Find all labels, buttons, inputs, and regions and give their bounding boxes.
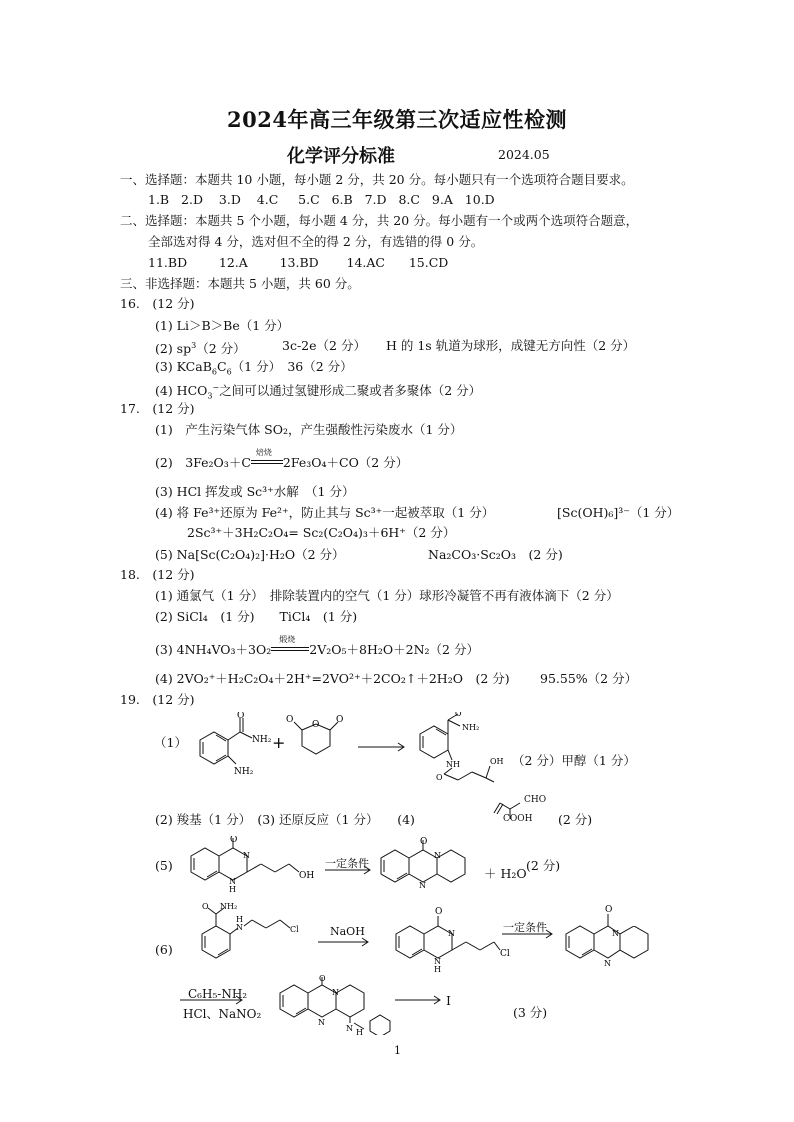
q19-1-reaction-scheme: [180, 712, 670, 787]
q16-a3-c: C: [216, 359, 227, 374]
q17-answer-4c: 2Sc³⁺＋3H₂C₂O₄= Sc₂(C₂O₄)₃＋6H⁺（2 分）: [187, 525, 456, 540]
q17-a2-right: 2Fe₃O₄＋CO（2 分）: [282, 455, 409, 470]
q19-6-final-n3-label: N: [346, 1024, 353, 1033]
answer-15: 15.CD: [408, 255, 449, 270]
answer-9: 9.A: [431, 192, 453, 207]
q19-4-score: (2 分): [558, 812, 593, 827]
q19-6-final-h-label: H: [356, 1028, 363, 1035]
q19-6-tricyclic-ring3: [620, 926, 670, 960]
q19-6-condition: 一定条件: [503, 921, 547, 934]
q16-a3-sub1: 6: [211, 367, 217, 377]
q19-6-mid-cl-label: Cl: [500, 949, 510, 959]
q19-6-final-n2-label: N: [318, 1018, 325, 1027]
q19-5-reactant-h-label: H: [229, 885, 236, 894]
plus-sign: +: [272, 733, 286, 752]
q19-1-label: （1）: [154, 735, 187, 750]
q19-5-oh-label: OH: [299, 871, 315, 881]
part2-answers: [148, 255, 448, 271]
q19-6-score: (3 分): [513, 1005, 548, 1020]
q19-6-product-i: I: [446, 993, 451, 1008]
q16-a3-score: （1 分） 36（2 分）: [231, 359, 353, 374]
q19-6-mid-nh-label: N: [434, 957, 441, 966]
anhydride-carbonyl-o2-label: O: [336, 715, 344, 725]
answer-2: 2.D: [181, 192, 203, 207]
q19-5-product-n2-label: N: [419, 881, 426, 890]
q16-answer-1: (1) Li＞B＞Be（1 分）: [155, 318, 290, 333]
q16-answer-4: [155, 380, 481, 405]
q16-answer-2c: H 的 1s 轨道为球形，成键无方向性（2 分）: [386, 338, 636, 353]
q18-answer-4b: 95.55%（2 分）: [540, 671, 638, 686]
q17-a2-equals: [251, 460, 283, 464]
q18-answer-4: (4) 2VO₂⁺＋H₂C₂O₄＋2H⁺=2VO²⁺＋2CO₂↑＋2H₂O (2 分): [155, 671, 510, 686]
product-nh2-label: NH₂: [462, 723, 480, 732]
q17-answer-2: [155, 448, 409, 471]
q19-4-cho-label: CHO: [524, 795, 547, 805]
q16-answer-3: [155, 359, 353, 381]
q19-6-reactant-cl-label: Cl: [290, 925, 299, 934]
q16-heading: 16. (12 分): [120, 296, 195, 311]
q16-a4-rest: 之间可以通过氢键形成二聚或者多聚体（2 分）: [219, 383, 482, 399]
q18-a3-left: (3) 4NH₄VO₃＋3O₂: [155, 642, 272, 657]
answer-7: 7.D: [364, 192, 387, 207]
answer-13: 13.BD: [279, 255, 319, 270]
amide-nh2-label: NH₂: [252, 735, 272, 745]
product-nh-label: NH: [446, 760, 460, 769]
q19-1-product-structure: [420, 714, 494, 782]
q16-a2-score: （2 分）: [196, 341, 246, 357]
q19-5-reactant-n-label: N: [243, 851, 250, 860]
q17-a2-left: (2) 3Fe₂O₃＋C: [155, 455, 251, 470]
q16-a3-text: (3) KCaB: [155, 359, 212, 374]
page-date: 2024.05: [498, 147, 550, 162]
page-title: 2024年高三年级第三次适应性检测: [227, 107, 567, 132]
q19-6-mid-o-label: O: [435, 907, 443, 917]
page-subtitle: 化学评分标准: [287, 146, 395, 167]
page-number: 1: [394, 1044, 401, 1057]
q19-5-reactant-nh-label: N: [229, 877, 236, 886]
amide-o-label: O: [237, 712, 245, 721]
q19-6-label: (6): [155, 942, 173, 957]
part1-answers: [148, 192, 495, 208]
q19-6-final-n-label: N: [332, 988, 339, 997]
q19-6-reagent-1: C₆H₅-NH₂: [188, 987, 248, 1001]
q18-a3-right: 2V₂O₅＋8H₂O＋2N₂（2 分）: [309, 642, 479, 657]
q16-a4-sup: −: [212, 383, 220, 392]
answer-14: 14.AC: [346, 255, 385, 270]
anhydride-carbonyl-o-label: O: [286, 715, 294, 725]
q19-6-reactant-o-label: O: [202, 902, 209, 911]
answer-10: 10.D: [464, 192, 495, 207]
q19-5-label: (5): [155, 858, 173, 873]
part3-heading: 三、非选择题：本题共 5 小题，共 60 分。: [120, 276, 360, 291]
q17-answer-4: (4) 将 Fe³⁺还原为 Fe²⁺，防止其与 Sc³⁺一起被萃取（1 分）: [155, 505, 495, 520]
answer-4: 4.C: [256, 192, 279, 207]
q19-6-naoh: NaOH: [330, 925, 365, 938]
q16-a2-text: (2) sp: [155, 341, 192, 357]
product-amide-o2-label: O: [436, 773, 443, 782]
answer-1: 1.B: [148, 192, 170, 207]
q19-answer-2-3-4: (2) 羧基（1 分） (3) 还原反应（1 分） (4): [155, 812, 415, 827]
q19-6-reagent-2: HCl、NaNO₂: [183, 1007, 262, 1021]
product-oh-label: OH: [490, 757, 504, 766]
q19-6-reaction-scheme-part1: [190, 900, 620, 975]
q19-6-mid-h-label: H: [434, 965, 441, 974]
q16-a3-sub2: 6: [226, 367, 232, 377]
q19-6-mid-n-label: N: [448, 929, 455, 938]
q19-5-water: ＋ H₂O: [484, 866, 527, 881]
product-amide-o-label: O: [455, 712, 462, 718]
q19-6-final-o-label: O: [319, 975, 326, 983]
q17-answer-3: (3) HCl 挥发或 Sc³⁺水解 （1 分）: [155, 484, 355, 499]
answer-11: 11.BD: [148, 255, 188, 270]
q19-6-reaction-scheme-part2: [180, 975, 460, 1035]
q18-a3-condition: 煅烧: [279, 635, 296, 644]
q19-5-condition: 一定条件: [325, 857, 369, 870]
q17-answer-1: (1) 产生污染气体 SO₂，产生强酸性污染废水（1 分）: [155, 422, 463, 437]
answer-8: 8.C: [398, 192, 420, 207]
q19-6-reactant-n-label: N: [236, 923, 243, 932]
q19-heading: 19. (12 分): [120, 692, 195, 707]
q18-answer-3: [155, 635, 479, 658]
q19-6-reactant-nh2-label: NH₂: [220, 902, 238, 911]
q19-1-score: （2 分）甲醇（1 分）: [512, 753, 636, 768]
q16-answer-2a: [155, 338, 246, 357]
q17-heading: 17. (12 分): [120, 401, 195, 416]
answer-5: 5.C: [298, 192, 320, 207]
q16-answer-2b: 3c-2e（2 分）: [282, 338, 366, 353]
q18-answer-1: (1) 通氯气（1 分） 排除装置内的空气（1 分）球形冷凝管不再有液体滴下（2 分）: [155, 588, 619, 603]
q17-answer-5: (5) Na[Sc(C₂O₄)₂]·H₂O（2 分）: [155, 547, 345, 562]
q19-5-reactant-o-label: O: [230, 836, 238, 845]
anhydride-ring-o-label: O: [312, 720, 320, 730]
q16-a4-text: (4) HCO: [155, 383, 208, 399]
anthranilamide-structure: [200, 718, 252, 764]
q17-a2-arrow: [251, 448, 283, 471]
q16-a2-sup: 3: [191, 341, 197, 350]
amine-nh2-label: NH₂: [234, 767, 254, 777]
q17-a2-condition: 焙烧: [255, 448, 272, 457]
part1-heading: 一、选择题：本题共 10 小题，每小题 2 分，共 20 分。每小题只有一个选项符合题目要求。: [120, 172, 634, 187]
q17-answer-5b: Na₂CO₃·Sc₂O₃ (2 分): [428, 547, 563, 562]
q19-6-tricyclic-o-label: O: [605, 905, 613, 915]
answer-6: 6.B: [331, 192, 353, 207]
q19-5-product-o-label: O: [420, 837, 428, 847]
q19-6-tricyclic-n2-label: N: [604, 959, 611, 968]
q18-answer-2: (2) SiCl₄ (1 分) TiCl₄ (1 分): [155, 609, 358, 624]
answer-3: 3.D: [218, 192, 241, 207]
q17-answer-4b: [Sc(OH)₆]³⁻（1 分）: [557, 505, 680, 520]
q18-a3-arrow: [271, 635, 309, 658]
answer-12: 12.A: [218, 255, 248, 270]
q19-5-score: (2 分): [526, 858, 561, 873]
part2-heading-line1: 二、选择题：本题共 5 个小题，每小题 4 分，共 20 分。每小题有一个或两个选项符合题意，: [120, 213, 639, 228]
q19-6-tricyclic-n-label: N: [612, 929, 619, 938]
q16-a4-sub: 3: [207, 391, 213, 401]
q19-4-cooh-label: COOH: [503, 814, 533, 824]
q18-a3-equals: [271, 647, 309, 651]
q19-5-product-n-label: N: [434, 851, 441, 860]
q19-6-reactant-h-label: H: [236, 915, 243, 924]
q18-heading: 18. (12 分): [120, 567, 195, 582]
part2-heading-line2: 全部选对得 4 分，选对但不全的得 2 分，有选错的得 0 分。: [148, 234, 484, 249]
